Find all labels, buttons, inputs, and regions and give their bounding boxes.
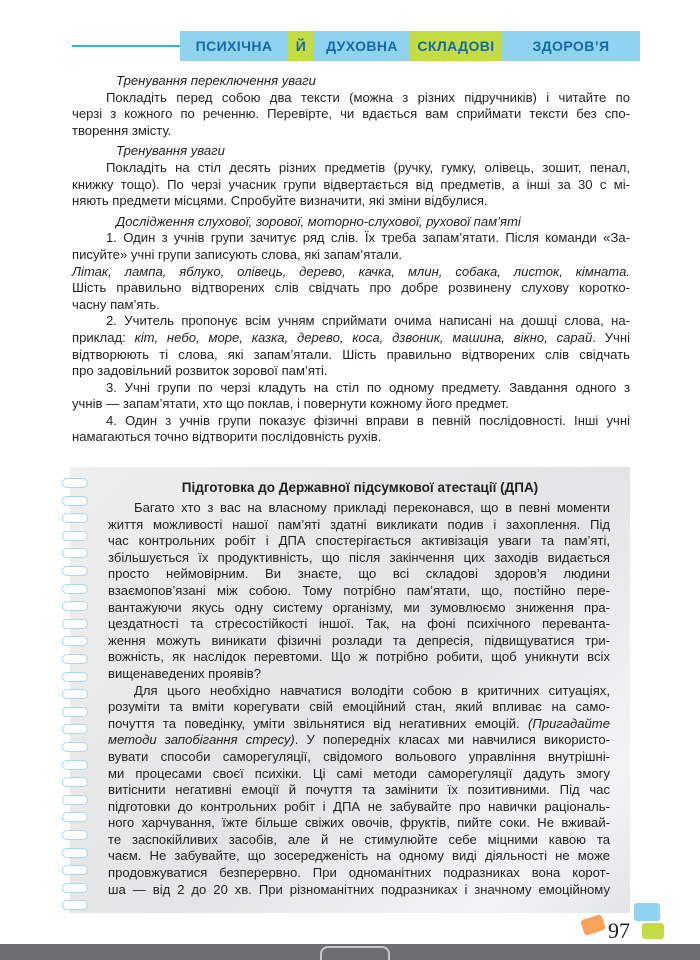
orange-puzzle-piece <box>580 914 606 936</box>
header-word-psychic: ПСИХІЧНА <box>180 31 288 61</box>
memory-item-2: 2. Учитель пропонує всім учням сприймати очима написані на дошці слова, на- приклад: кіт, небо, море, казка, дерево, коса, дзвоник, машина, вікно, сарай. Учні відтворюють ті слова, які запам’ятали. Шість правильно відтворених слів свідчать про задовільний розвиток зорової пам’яті. <box>72 313 631 379</box>
header-puzzle-bar <box>180 31 640 61</box>
spiral-ring <box>62 795 88 805</box>
spiral-ring <box>62 848 88 858</box>
green-puzzle-piece <box>642 923 664 939</box>
spiral-ring <box>62 742 88 752</box>
header-word-spiritual: ДУХОВНА <box>314 31 410 61</box>
visual-word-list: кіт, небо, море, казка, дерево, коса, дзвоник, машина, вікно, сарай <box>134 329 593 345</box>
notebook-spiral <box>62 472 90 912</box>
spiral-ring <box>62 689 88 699</box>
header-word-health: ЗДОРОВ’Я <box>502 31 640 61</box>
memory-item-1: 1. Один з учнів групи зачитує ряд слів. Їх треба запам’ятати. Після команди «За- писуйте» учні групи записують слова, які запам’ятали. Літак, лампа, яблуко, олівець, дерево, качка, млин, собака, листок, кімната. Шість правильно відтворених слів свідчать про добре розвинену слухову коротко- часну пам’ять. <box>72 230 630 312</box>
spiral-ring <box>62 883 88 893</box>
auditory-word-list: Літак, лампа, яблуко, олівець, дерево, качка, млин, собака, листок, кімната. <box>72 263 630 279</box>
spiral-ring <box>62 601 88 611</box>
spiral-ring <box>62 707 88 717</box>
dpa-paragraph-1: Багато хто з вас на власному прикладі переконався, що в певні моменти життя можливості нашої пам’яті здатні викликати подив і захоплення. Під час контрольних робіт і ДПА спостерігається активізація уваги та пам’яті, збільшується їх продуктивність, що після закінчення цих заходів видається просто неймовірним. Ви знаєте, що всі складові здоров’я людини взаємопов’язані між собою. Тому потрібно пам’ятати, що, постійно пере- вантажуючи якусь одну систему організму, ми зумовлюємо зниження пра- цездатності та стресостійкості іншої. Так, на фоні психічного перевантa- ження можуть виникати фізичні розлади та депресія, підвищуватися три- вожність, як наслідок перевтоми. Що ж потрібно робити, щоб уникнути всіх вищенаведених проявів? <box>108 500 610 681</box>
spiral-ring <box>62 584 88 594</box>
page-number: 97 <box>608 918 630 943</box>
spiral-ring <box>62 724 88 734</box>
header-word-and: Й <box>288 31 314 61</box>
spiral-ring <box>62 496 88 506</box>
memory-item-3: 3. Учні групи по черзі кладуть на стіл по одному предмету. Завдання одного з учнів — запам’ятати, хто що поклав, і повернути кожному його предмет. <box>72 379 630 412</box>
spiral-ring <box>62 900 88 910</box>
memory-item-4: 4. Один з учнів групи показує фізичні вправи в певній послідовності. Інші учні намагаються точно відтворити послідовність рухів. <box>72 412 630 445</box>
header-word-components: СКЛАДОВІ <box>410 31 502 61</box>
spiral-ring <box>62 531 88 541</box>
switch-attention-heading: Тренування переключення уваги <box>116 73 316 88</box>
spiral-ring <box>62 672 88 682</box>
spiral-ring <box>62 777 88 787</box>
spiral-ring <box>62 566 88 576</box>
spiral-ring <box>62 548 88 558</box>
spiral-ring <box>62 760 88 770</box>
spiral-ring <box>62 812 88 822</box>
switch-attention-paragraph: Покладіть перед собою два тексти (можна з різних підручників) і читайте по черзі з кожного по реченню. Перевірте, чи вдається вам сприймати тексти без спо- творення змісту. <box>72 89 630 138</box>
spiral-ring <box>62 513 88 523</box>
spiral-ring <box>62 865 88 875</box>
stress-methods-reminder: (Пригадайте методи запобігання стресу) <box>108 715 610 748</box>
spiral-ring <box>62 654 88 664</box>
dpa-paragraph-2: Для цього необхідно навчатися володіти собою в критичних ситуаціях, розуміти та вміти корегувати свій емоційний стан, який впливає на само- почуття та поведінку, уміти звільнятися від негативних емоцій. (Пригадайте методи запобігання стресу). У попередніх класах ми навчилися використо- вувати способи саморегуляції, свідомого вольового управління внутрішні- ми процесами своєї психіки. Ці самі методи саморегуляції дадуть змогу витіснити негативні емоції й почуття та замінити їх позитивними. Під час підготовки до контрольних робіт і ДПА не забувайте про навички раціональ- ного харчування, їжте більше свіжих овочів, фруктів, пийте соки. Не вживай- те заспокійливих засобів, але й не стимулюйте себе міцними кавою та чаєм. Не забувайте, що зосередженість на одному виді діяльності не може продовжуватися безперервно. При одноманітних подразниках вона корот- ша — від 2 до 20 хв. При різноманітних подразниках і значному емоційному <box>108 682 610 897</box>
dpa-title: Підготовка до Державної підсумкової атестації (ДПА) <box>181 480 539 495</box>
footer-tab <box>320 946 390 960</box>
spiral-ring <box>62 830 88 840</box>
spiral-ring <box>62 619 88 629</box>
exercises-text <box>72 73 630 446</box>
spiral-ring <box>62 636 88 646</box>
memory-heading: Дослідження слухової, зорової, моторно-слухової, рухової пам’яті <box>116 213 521 229</box>
spiral-ring <box>62 478 88 488</box>
attention-paragraph: Покладіть на стіл десять різних предметів (ручку, гумку, олівець, зошит, пенал, книжку тощо). По черзі учасник групи відвертається від предметів, а інші за 30 с мі- няють предмети місцями. Спробуйте визначити, які зміни відбулися. <box>72 159 630 209</box>
blue-puzzle-piece <box>634 903 660 921</box>
header-rule <box>72 45 184 47</box>
dpa-text <box>108 500 610 898</box>
attention-heading: Тренування уваги <box>116 143 225 159</box>
